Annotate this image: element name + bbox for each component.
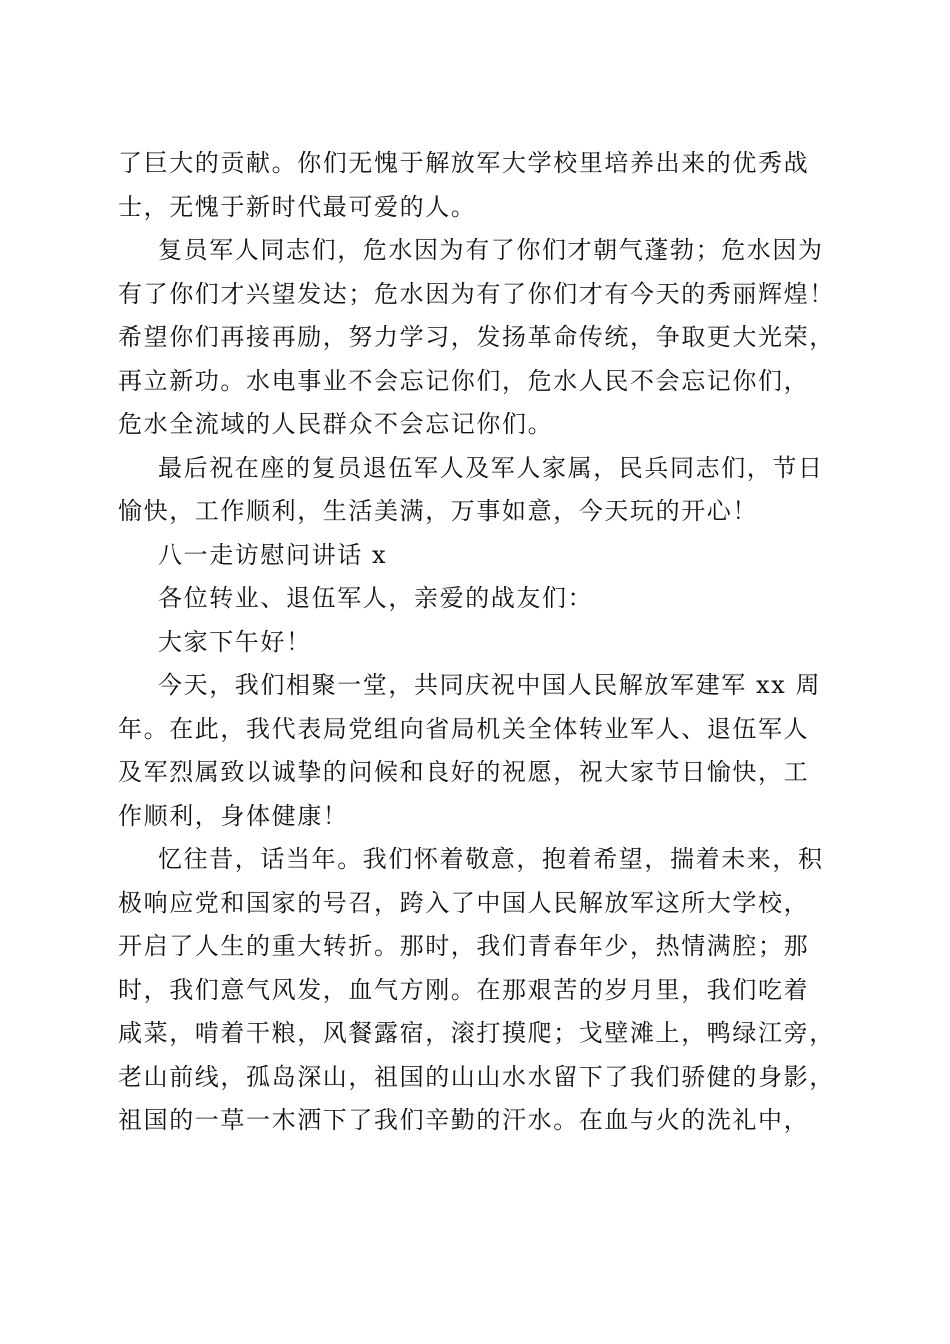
section-heading: 八一走访慰问讲话 x <box>158 540 388 569</box>
text-line: 复员军人同志们，危水因为有了你们才朝气蓬勃；危水因为 <box>158 236 824 264</box>
text-line: 年。在此，我代表局党组向省局机关全体转业军人、退伍军人 <box>118 714 810 743</box>
document-body <box>118 142 838 1143</box>
text-line: 希望你们再接再励，努力学习，发扬革命传统，争取更大光荣， <box>118 323 835 351</box>
text-line: 今天，我们相聚一堂，共同庆祝中国人民解放军建军 xx 周 <box>158 671 822 699</box>
text-line: 老山前线，孤岛深山，祖国的山山水水留下了我们骄健的身影， <box>118 1062 835 1091</box>
text-line: 忆往昔，话当年。我们怀着敬意，抱着希望，揣着未来，积 <box>158 845 824 873</box>
text-line: 作顺利，身体健康！ <box>118 801 349 830</box>
text-line: 最后祝在座的复员退伍军人及军人家属，民兵同志们，节日 <box>158 453 824 482</box>
text-line: 再立新功。水电事业不会忘记你们，危水人民不会忘记你们， <box>118 366 810 395</box>
text-line: 开启了人生的重大转折。那时，我们青春年少，热情满腔；那 <box>118 932 810 960</box>
salutation: 各位转业、退伍军人，亲爱的战友们： <box>158 584 594 612</box>
text-line: 士，无愧于新时代最可爱的人。 <box>118 192 477 221</box>
text-line: 了巨大的贡献。你们无愧于解放军大学校里培养出来的优秀战 <box>118 149 810 177</box>
text-line: 祖国的一草一木洒下了我们辛勤的汗水。在血与火的洗礼中， <box>118 1106 810 1134</box>
text-line: 愉快，工作顺利，生活美满，万事如意，今天玩的开心！ <box>118 497 758 525</box>
text-line: 时，我们意气风发，血气方刚。在那艰苦的岁月里，我们吃着 <box>118 975 810 1004</box>
text-line: 极响应党和国家的号召，跨入了中国人民解放军这所大学校， <box>118 888 810 917</box>
text-line: 有了你们才兴望发达；危水因为有了你们才有今天的秀丽辉煌！ <box>118 279 835 308</box>
text-line: 及军烈属致以诚挚的问候和良好的祝愿，祝大家节日愉快，工 <box>118 758 810 786</box>
greeting: 大家下午好！ <box>158 627 312 656</box>
text-line: 危水全流域的人民群众不会忘记你们。 <box>118 410 554 438</box>
text-line: 咸菜，啃着干粮，风餐露宿，滚打摸爬；戈壁滩上，鸭绿江旁， <box>118 1019 835 1047</box>
